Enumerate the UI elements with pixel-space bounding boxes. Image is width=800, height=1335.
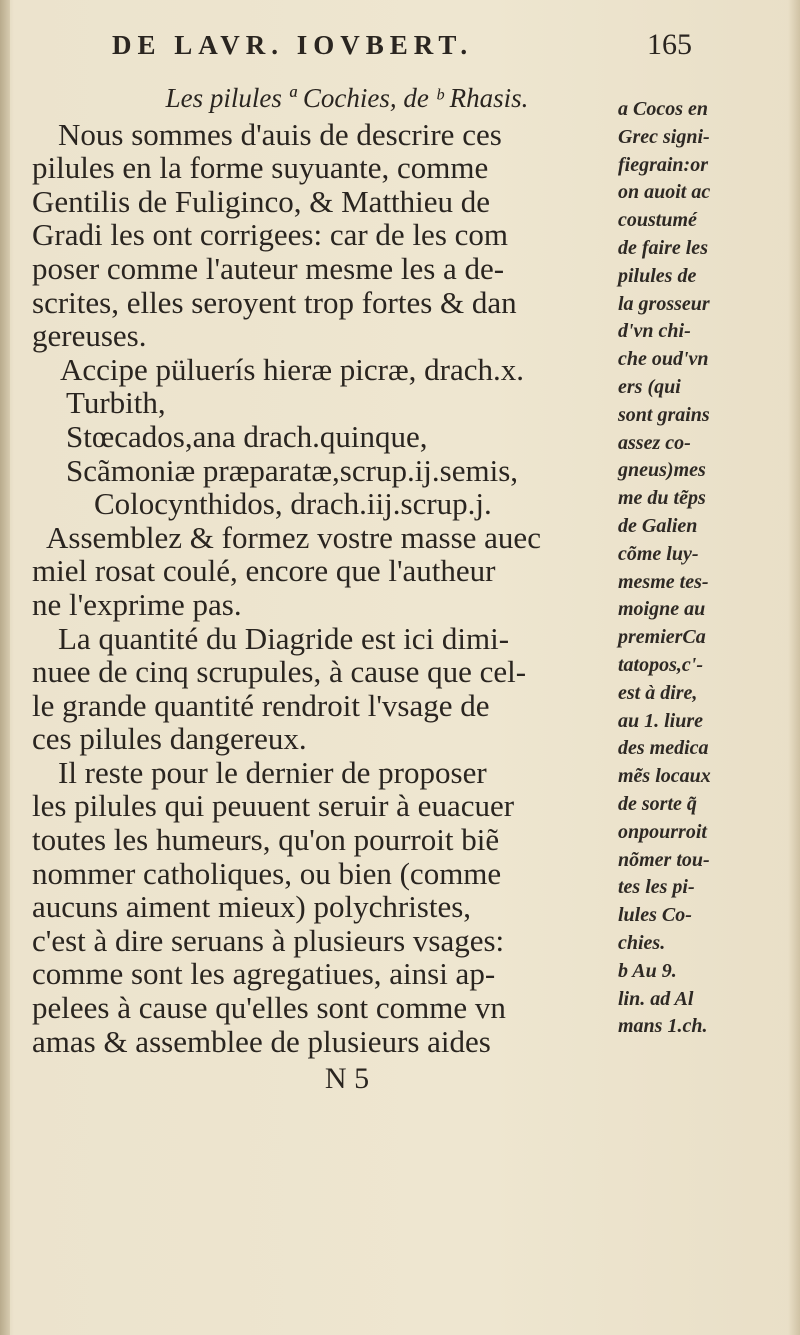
text-line: Nous sommes d'auis de descrire ces <box>58 116 502 152</box>
note-line: assez co- <box>618 431 691 454</box>
note-line: est à dire, <box>618 681 698 704</box>
note-line: onpourroit <box>618 820 707 843</box>
recipe-list <box>32 353 622 521</box>
note-line: moigne au <box>618 598 706 621</box>
text-line: gereuses. <box>32 318 147 354</box>
note-line: de Galien <box>618 514 698 537</box>
note-line: mans 1.ch. <box>618 1015 708 1038</box>
page-gutter <box>0 0 10 1335</box>
text-line: La quantité du Diagride est ici dimi- <box>58 620 510 656</box>
text-line: Gradi les ont corrigees: car de les com <box>32 217 509 253</box>
recipe-line: Accipe püluerís hieræ picræ, drach.x. <box>60 351 524 387</box>
text-line: pelees à cause qu'elles sont comme vn <box>32 990 506 1026</box>
note-line: mesme tes- <box>618 570 709 593</box>
note-line: coustumé <box>618 209 697 232</box>
margin-note-b <box>618 958 796 1041</box>
text-line: amas & assemblee de plusieurs aides <box>32 1023 491 1059</box>
note-line: Grec signi- <box>618 125 710 148</box>
text-line: poser comme l'auteur mesme les a de- <box>32 250 505 286</box>
note-line: a Cocos en <box>618 98 708 120</box>
main-text-column <box>32 82 622 1096</box>
paragraph-intro <box>32 118 622 353</box>
recipe-line: Colocynthidos, drach.iij.scrup.j. <box>94 486 492 522</box>
text-line: Il reste pour le dernier de proposer <box>58 754 487 790</box>
signature-mark: N 5 <box>324 1062 370 1096</box>
text-line: nuee de cinq scrupules, à cause que cel- <box>32 654 527 690</box>
note-line: lin. ad Al <box>618 987 694 1010</box>
text-line: Assemblez & formez vostre masse auec <box>46 519 541 555</box>
note-line: cõme luy- <box>618 542 699 565</box>
margin-note-a <box>618 96 796 958</box>
running-head <box>112 28 692 62</box>
page-number: 165 <box>647 28 692 61</box>
section-heading: Les pilules ª Cochies, de ᵇ Rhasis. <box>165 83 529 113</box>
note-line: de faire les <box>618 236 708 259</box>
note-line: de sorte q̃ <box>618 792 697 815</box>
text-line: pilules en la forme suyuante, comme <box>32 150 489 186</box>
text-line: ces pilules dangereux. <box>32 721 307 757</box>
recipe-line: Turbith, <box>66 385 166 421</box>
note-line: me du tẽps <box>618 487 706 510</box>
note-line: des medica <box>618 737 709 760</box>
running-title: DE LAVR. IOVBERT. <box>112 30 474 60</box>
note-line: lules Co- <box>618 904 692 927</box>
text-line: toutes les humeurs, qu'on pourroit biẽ <box>32 822 500 858</box>
paragraph-quantity <box>32 622 622 756</box>
recipe-line: Stœcados,ana drach.quinque, <box>66 418 428 454</box>
text-line: ne l'exprime pas. <box>32 586 242 622</box>
note-line: gneus)mes <box>618 459 706 482</box>
text-line: nommer catholiques, ou bien (comme <box>32 855 502 891</box>
note-line: sont grains <box>618 403 710 426</box>
note-line: chies. <box>618 931 666 954</box>
note-line: fiegrain:or <box>618 153 708 176</box>
note-line: che oud'vn <box>618 348 709 371</box>
text-line: c'est à dire seruans à plusieurs vsages: <box>32 922 505 958</box>
note-line: nõmer tou- <box>618 848 710 871</box>
note-line: premierCa <box>618 626 706 649</box>
text-line: Gentilis de Fuliginco, & Matthieu de <box>32 183 491 219</box>
note-line: tes les pi- <box>618 876 695 899</box>
note-line: au 1. liure <box>618 709 704 732</box>
text-line: comme sont les agregatiues, ainsi ap- <box>32 956 496 992</box>
note-line: tatopos,c'- <box>618 653 703 676</box>
note-line: b Au 9. <box>618 959 677 982</box>
note-line: d'vn chi- <box>618 320 691 343</box>
note-line: ers (qui <box>618 375 681 398</box>
recipe-line: Scãmoniæ præparatæ,scrup.ij.semis, <box>66 452 519 488</box>
text-line: miel rosat coulé, encore que l'autheur <box>32 553 496 589</box>
text-line: les pilules qui peuuent seruir à euacuer <box>32 788 515 824</box>
marginal-notes <box>618 96 796 1041</box>
note-line: on auoit ac <box>618 181 711 204</box>
text-line: le grande quantité rendroit l'vsage de <box>32 687 490 723</box>
note-line: la grosseur <box>618 292 710 315</box>
note-line: pilules de <box>618 264 697 287</box>
note-line: mẽs locaux <box>618 765 711 788</box>
text-line: aucuns aiment mieux) polychristes, <box>32 889 472 925</box>
text-line: scrites, elles seroyent trop fortes & dan <box>32 284 517 320</box>
paragraph-assemble <box>32 521 622 622</box>
paragraph-catholic-pills <box>32 756 622 1058</box>
